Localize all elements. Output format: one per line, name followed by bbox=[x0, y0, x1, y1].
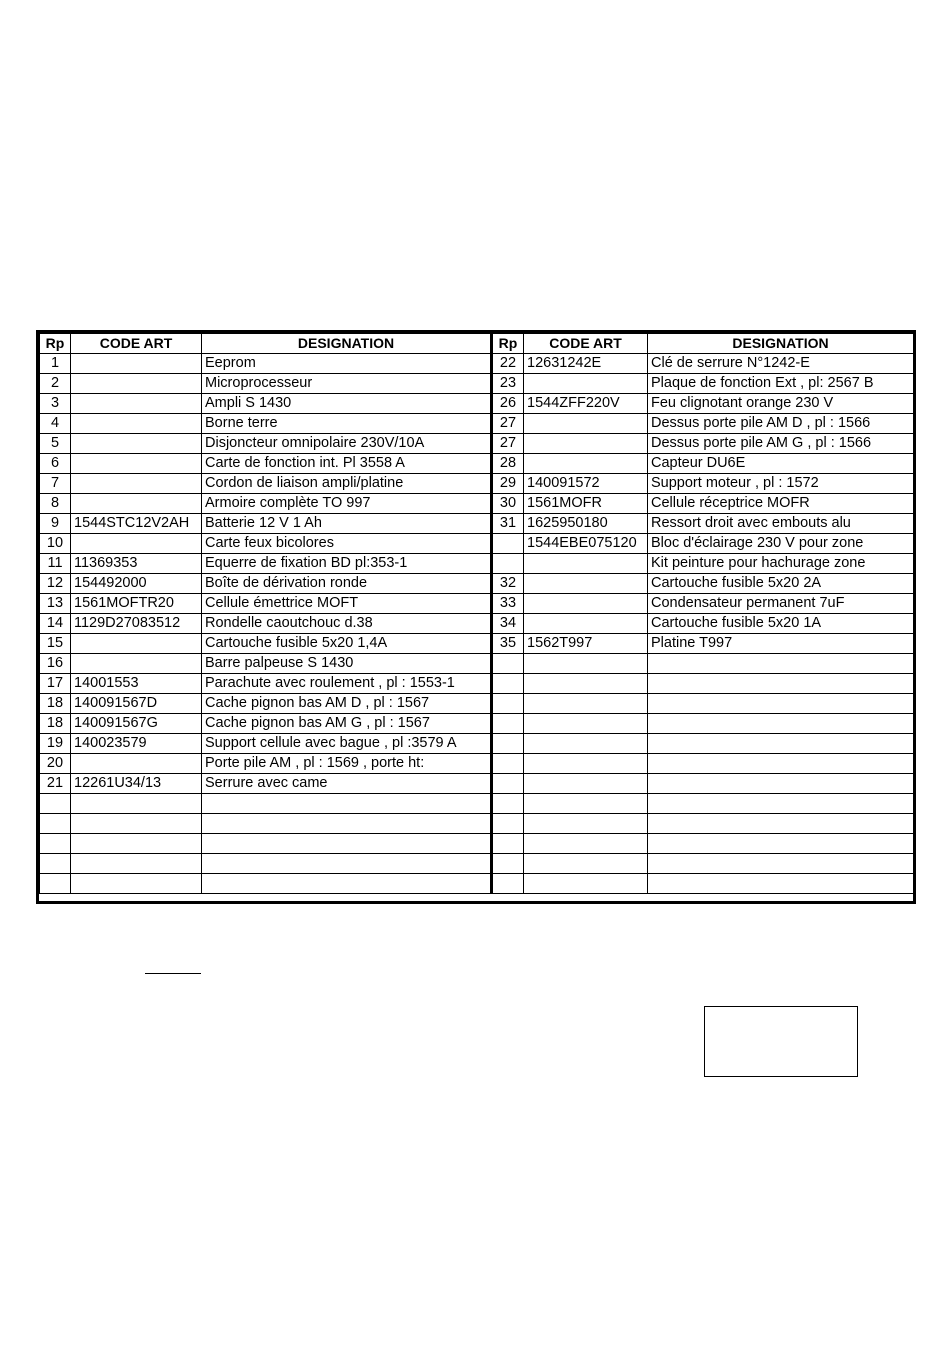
left-code-cell: 11369353 bbox=[71, 554, 202, 574]
header-designation-left: DESIGNATION bbox=[202, 334, 492, 354]
left-designation-cell: Armoire complète TO 997 bbox=[202, 494, 492, 514]
left-code-cell bbox=[71, 494, 202, 514]
right-designation-cell bbox=[648, 854, 914, 874]
right-rp-cell bbox=[492, 694, 524, 714]
left-rp-cell: 15 bbox=[40, 634, 71, 654]
left-code-cell bbox=[71, 434, 202, 454]
left-code-cell bbox=[71, 354, 202, 374]
right-rp-cell bbox=[492, 654, 524, 674]
left-designation-cell: Boîte de dérivation ronde bbox=[202, 574, 492, 594]
right-code-cell: 1625950180 bbox=[524, 514, 648, 534]
left-rp-cell: 5 bbox=[40, 434, 71, 454]
left-rp-cell: 12 bbox=[40, 574, 71, 594]
left-designation-cell: Serrure avec came bbox=[202, 774, 492, 794]
table-row bbox=[40, 834, 914, 854]
left-designation-cell bbox=[202, 814, 492, 834]
left-code-cell bbox=[71, 534, 202, 554]
left-rp-cell: 13 bbox=[40, 594, 71, 614]
left-code-cell: 154492000 bbox=[71, 574, 202, 594]
right-code-cell bbox=[524, 414, 648, 434]
left-code-cell: 1129D27083512 bbox=[71, 614, 202, 634]
right-code-cell: 1562T997 bbox=[524, 634, 648, 654]
left-code-cell bbox=[71, 814, 202, 834]
right-designation-cell: Ressort droit avec embouts alu bbox=[648, 514, 914, 534]
right-designation-cell: Dessus porte pile AM D , pl : 1566 bbox=[648, 414, 914, 434]
right-code-cell bbox=[524, 454, 648, 474]
table-row bbox=[40, 734, 914, 754]
left-designation-cell: Batterie 12 V 1 Ah bbox=[202, 514, 492, 534]
left-designation-cell bbox=[202, 794, 492, 814]
left-rp-cell bbox=[40, 854, 71, 874]
left-rp-cell: 16 bbox=[40, 654, 71, 674]
left-designation-cell: Parachute avec roulement , pl : 1553-1 bbox=[202, 674, 492, 694]
table-row bbox=[40, 634, 914, 654]
right-rp-cell: 34 bbox=[492, 614, 524, 634]
right-code-cell bbox=[524, 874, 648, 894]
left-rp-cell: 18 bbox=[40, 694, 71, 714]
right-designation-cell: Cartouche fusible 5x20 1A bbox=[648, 614, 914, 634]
table-row bbox=[40, 454, 914, 474]
left-designation-cell: Disjoncteur omnipolaire 230V/10A bbox=[202, 434, 492, 454]
right-code-cell: 1544ZFF220V bbox=[524, 394, 648, 414]
table-row bbox=[40, 614, 914, 634]
left-rp-cell: 8 bbox=[40, 494, 71, 514]
right-designation-cell: Plaque de fonction Ext , pl: 2567 B bbox=[648, 374, 914, 394]
left-code-cell: 140023579 bbox=[71, 734, 202, 754]
right-code-cell bbox=[524, 614, 648, 634]
left-rp-cell: 3 bbox=[40, 394, 71, 414]
left-code-cell bbox=[71, 414, 202, 434]
right-designation-cell: Support moteur , pl : 1572 bbox=[648, 474, 914, 494]
header-code-right: CODE ART bbox=[524, 334, 648, 354]
right-designation-cell bbox=[648, 754, 914, 774]
table-row bbox=[40, 354, 914, 374]
right-designation-cell: Cartouche fusible 5x20 2A bbox=[648, 574, 914, 594]
table-row bbox=[40, 814, 914, 834]
right-rp-cell bbox=[492, 874, 524, 894]
table-row bbox=[40, 394, 914, 414]
right-code-cell bbox=[524, 734, 648, 754]
left-designation-cell: Borne terre bbox=[202, 414, 492, 434]
right-rp-cell: 31 bbox=[492, 514, 524, 534]
right-designation-cell bbox=[648, 874, 914, 894]
right-code-cell: 140091572 bbox=[524, 474, 648, 494]
right-rp-cell: 27 bbox=[492, 414, 524, 434]
right-rp-cell bbox=[492, 754, 524, 774]
right-code-cell bbox=[524, 794, 648, 814]
left-designation-cell: Ampli S 1430 bbox=[202, 394, 492, 414]
right-designation-cell: Capteur DU6E bbox=[648, 454, 914, 474]
right-code-cell bbox=[524, 674, 648, 694]
left-rp-cell bbox=[40, 834, 71, 854]
right-rp-cell: 33 bbox=[492, 594, 524, 614]
left-designation-cell: Carte de fonction int. Pl 3558 A bbox=[202, 454, 492, 474]
left-code-cell: 1544STC12V2AH bbox=[71, 514, 202, 534]
left-rp-cell: 14 bbox=[40, 614, 71, 634]
underline-mark bbox=[145, 973, 201, 974]
right-code-cell bbox=[524, 854, 648, 874]
left-designation-cell: Carte feux bicolores bbox=[202, 534, 492, 554]
table-row bbox=[40, 414, 914, 434]
left-rp-cell: 19 bbox=[40, 734, 71, 754]
right-code-cell bbox=[524, 814, 648, 834]
left-rp-cell: 2 bbox=[40, 374, 71, 394]
right-designation-cell bbox=[648, 694, 914, 714]
table-row bbox=[40, 514, 914, 534]
table-row bbox=[40, 494, 914, 514]
right-rp-cell: 32 bbox=[492, 574, 524, 594]
left-code-cell: 140091567G bbox=[71, 714, 202, 734]
left-designation-cell: Cartouche fusible 5x20 1,4A bbox=[202, 634, 492, 654]
left-code-cell: 14001553 bbox=[71, 674, 202, 694]
table-row bbox=[40, 654, 914, 674]
empty-box bbox=[704, 1006, 858, 1077]
left-rp-cell bbox=[40, 874, 71, 894]
left-code-cell bbox=[71, 834, 202, 854]
header-code-left: CODE ART bbox=[71, 334, 202, 354]
left-code-cell bbox=[71, 374, 202, 394]
left-code-cell bbox=[71, 654, 202, 674]
left-designation-cell: Cache pignon bas AM G , pl : 1567 bbox=[202, 714, 492, 734]
right-designation-cell bbox=[648, 654, 914, 674]
left-code-cell bbox=[71, 754, 202, 774]
right-code-cell: 12631242E bbox=[524, 354, 648, 374]
right-designation-cell bbox=[648, 714, 914, 734]
right-designation-cell bbox=[648, 774, 914, 794]
left-code-cell bbox=[71, 454, 202, 474]
right-code-cell bbox=[524, 594, 648, 614]
right-code-cell bbox=[524, 754, 648, 774]
left-rp-cell: 17 bbox=[40, 674, 71, 694]
right-rp-cell: 23 bbox=[492, 374, 524, 394]
right-rp-cell bbox=[492, 814, 524, 834]
right-designation-cell: Condensateur permanent 7uF bbox=[648, 594, 914, 614]
left-code-cell: 140091567D bbox=[71, 694, 202, 714]
left-code-cell bbox=[71, 474, 202, 494]
left-code-cell bbox=[71, 794, 202, 814]
left-designation-cell bbox=[202, 874, 492, 894]
left-designation-cell: Cordon de liaison ampli/platine bbox=[202, 474, 492, 494]
right-rp-cell bbox=[492, 714, 524, 734]
right-code-cell bbox=[524, 654, 648, 674]
table-row bbox=[40, 694, 914, 714]
right-code-cell: 1544EBE075120 bbox=[524, 534, 648, 554]
right-code-cell bbox=[524, 374, 648, 394]
left-rp-cell: 18 bbox=[40, 714, 71, 734]
right-code-cell bbox=[524, 694, 648, 714]
left-designation-cell: Porte pile AM , pl : 1569 , porte ht: bbox=[202, 754, 492, 774]
left-code-cell: 12261U34/13 bbox=[71, 774, 202, 794]
left-rp-cell: 20 bbox=[40, 754, 71, 774]
left-rp-cell: 4 bbox=[40, 414, 71, 434]
right-rp-cell bbox=[492, 734, 524, 754]
table-row bbox=[40, 554, 914, 574]
right-rp-cell: 27 bbox=[492, 434, 524, 454]
right-designation-cell: Kit peinture pour hachurage zone bbox=[648, 554, 914, 574]
parts-table bbox=[39, 333, 914, 894]
table-row bbox=[40, 674, 914, 694]
right-rp-cell bbox=[492, 794, 524, 814]
right-rp-cell bbox=[492, 534, 524, 554]
right-designation-cell: Platine T997 bbox=[648, 634, 914, 654]
right-code-cell bbox=[524, 434, 648, 454]
table-row bbox=[40, 774, 914, 794]
left-designation-cell bbox=[202, 834, 492, 854]
right-designation-cell bbox=[648, 674, 914, 694]
left-code-cell bbox=[71, 394, 202, 414]
left-designation-cell: Support cellule avec bague , pl :3579 A bbox=[202, 734, 492, 754]
table-row bbox=[40, 534, 914, 554]
left-rp-cell bbox=[40, 814, 71, 834]
table-row bbox=[40, 794, 914, 814]
left-rp-cell: 7 bbox=[40, 474, 71, 494]
left-designation-cell: Cache pignon bas AM D , pl : 1567 bbox=[202, 694, 492, 714]
left-rp-cell: 1 bbox=[40, 354, 71, 374]
left-designation-cell: Eeprom bbox=[202, 354, 492, 374]
right-designation-cell: Bloc d'éclairage 230 V pour zone bbox=[648, 534, 914, 554]
right-designation-cell: Clé de serrure N°1242-E bbox=[648, 354, 914, 374]
table-row bbox=[40, 434, 914, 454]
right-designation-cell bbox=[648, 814, 914, 834]
left-rp-cell: 10 bbox=[40, 534, 71, 554]
right-designation-cell: Feu clignotant orange 230 V bbox=[648, 394, 914, 414]
right-rp-cell bbox=[492, 854, 524, 874]
table-row bbox=[40, 874, 914, 894]
left-designation-cell: Microprocesseur bbox=[202, 374, 492, 394]
right-designation-cell: Dessus porte pile AM G , pl : 1566 bbox=[648, 434, 914, 454]
right-rp-cell bbox=[492, 674, 524, 694]
table-row bbox=[40, 594, 914, 614]
left-designation-cell: Equerre de fixation BD pl:353-1 bbox=[202, 554, 492, 574]
left-code-cell bbox=[71, 874, 202, 894]
left-designation-cell: Cellule émettrice MOFT bbox=[202, 594, 492, 614]
left-code-cell bbox=[71, 854, 202, 874]
left-rp-cell bbox=[40, 794, 71, 814]
right-rp-cell: 29 bbox=[492, 474, 524, 494]
left-rp-cell: 6 bbox=[40, 454, 71, 474]
right-rp-cell: 28 bbox=[492, 454, 524, 474]
right-rp-cell bbox=[492, 834, 524, 854]
right-designation-cell bbox=[648, 734, 914, 754]
right-rp-cell: 22 bbox=[492, 354, 524, 374]
table-row bbox=[40, 714, 914, 734]
left-rp-cell: 11 bbox=[40, 554, 71, 574]
left-designation-cell: Rondelle caoutchouc d.38 bbox=[202, 614, 492, 634]
left-designation-cell bbox=[202, 854, 492, 874]
table-header-row bbox=[40, 334, 914, 354]
header-rp-right: Rp bbox=[492, 334, 524, 354]
left-code-cell bbox=[71, 634, 202, 654]
table-row bbox=[40, 374, 914, 394]
parts-list-table bbox=[36, 330, 916, 904]
left-code-cell: 1561MOFTR20 bbox=[71, 594, 202, 614]
right-code-cell bbox=[524, 574, 648, 594]
right-rp-cell: 26 bbox=[492, 394, 524, 414]
table-row bbox=[40, 474, 914, 494]
right-designation-cell: Cellule réceptrice MOFR bbox=[648, 494, 914, 514]
right-rp-cell bbox=[492, 554, 524, 574]
left-designation-cell: Barre palpeuse S 1430 bbox=[202, 654, 492, 674]
right-code-cell bbox=[524, 554, 648, 574]
right-rp-cell: 35 bbox=[492, 634, 524, 654]
right-code-cell: 1561MOFR bbox=[524, 494, 648, 514]
right-rp-cell bbox=[492, 774, 524, 794]
left-rp-cell: 9 bbox=[40, 514, 71, 534]
header-designation-right: DESIGNATION bbox=[648, 334, 914, 354]
header-rp-left: Rp bbox=[40, 334, 71, 354]
table-row bbox=[40, 854, 914, 874]
table-row bbox=[40, 754, 914, 774]
right-designation-cell bbox=[648, 834, 914, 854]
left-rp-cell: 21 bbox=[40, 774, 71, 794]
right-rp-cell: 30 bbox=[492, 494, 524, 514]
right-code-cell bbox=[524, 834, 648, 854]
right-code-cell bbox=[524, 714, 648, 734]
right-code-cell bbox=[524, 774, 648, 794]
right-designation-cell bbox=[648, 794, 914, 814]
table-row bbox=[40, 574, 914, 594]
